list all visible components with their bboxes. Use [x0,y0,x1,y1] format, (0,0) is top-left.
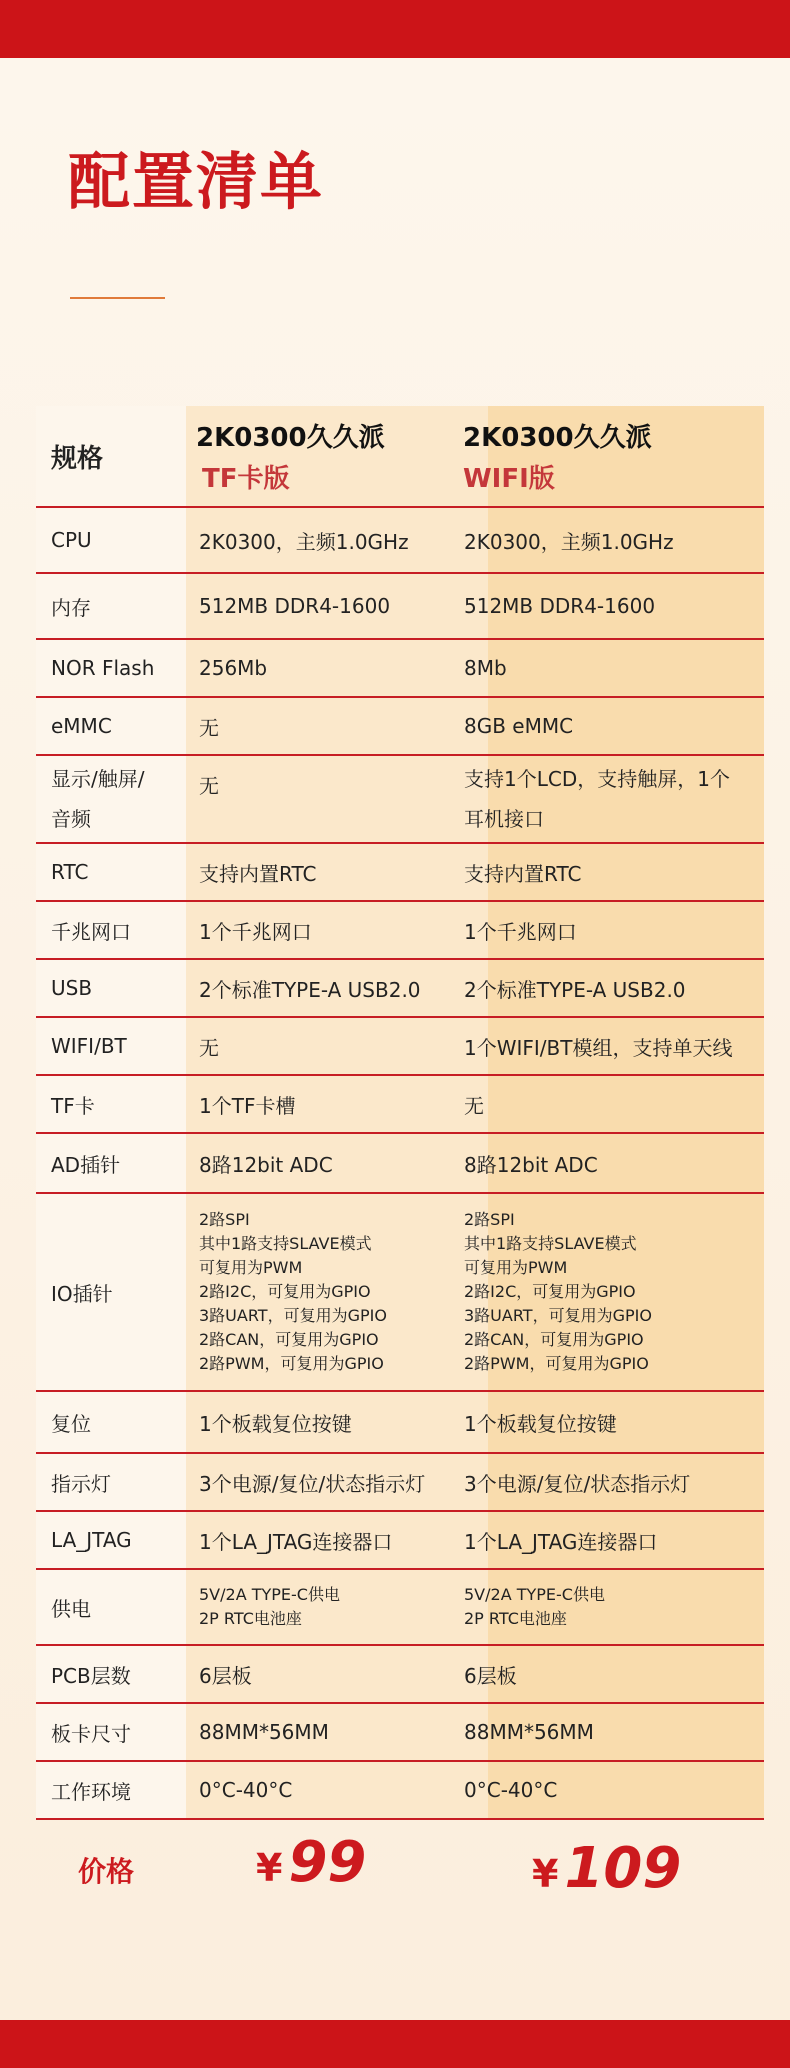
row-wifi-value [464,1646,762,1702]
row-label [51,902,186,958]
header-wifi-cell [463,406,761,506]
price-wifi-currency: ¥ [532,1852,559,1896]
price-tf [256,1830,366,1895]
row-wifi-value-text: 无 [464,1093,484,1118]
row-wifi-value-text: 2路SPI 其中1路支持SLAVE模式 可复用为PWM 2路I2C，可复用为GPIO 3路UART，可复用为GPIO 2路CAN，可复用为GPIO 2路PWM，可复用为GPIO [464,1210,652,1373]
row-tf-value [199,1570,484,1644]
row-tf-value [199,960,484,1016]
table-row [36,1392,764,1454]
header-tf-cell [196,406,481,506]
row-wifi-value-text: 6层板 [464,1663,517,1688]
table-header-row [36,406,764,508]
row-tf-value-text: 1个千兆网口 [199,919,312,944]
table-row [36,1194,764,1392]
row-tf-value-text: 5V/2A TYPE-C供电 2P RTC电池座 [199,1585,340,1628]
table-row [36,1134,764,1194]
row-label-text: TF卡 [51,1093,95,1118]
row-wifi-value [464,698,762,754]
row-tf-value [199,1762,484,1818]
spec-table [36,406,764,1820]
table-row [36,1512,764,1570]
table-row [36,574,764,640]
row-wifi-value [464,1512,762,1568]
price-label: 价格 [78,1855,135,1888]
row-tf-value-text: 1个板载复位按键 [199,1411,352,1436]
row-wifi-value [464,902,762,958]
row-wifi-value-text: 1个LA_JTAG连接器口 [464,1529,658,1554]
row-label [51,1392,186,1452]
row-tf-value [199,1512,484,1568]
row-wifi-value-text: 1个板载复位按键 [464,1411,617,1436]
row-wifi-value [464,1076,762,1132]
row-tf-value-text: 无 [199,774,219,798]
row-label [51,1194,186,1390]
row-wifi-value [464,1704,762,1760]
row-label-text: AD插针 [51,1152,121,1177]
row-label [51,844,186,900]
row-wifi-value [464,1134,762,1192]
table-row [36,1704,764,1762]
row-wifi-value-text: 88MM*56MM [464,1720,594,1744]
row-wifi-value-text: 1个WIFI/BT模组，支持单天线 [464,1035,733,1060]
row-tf-value [199,1454,484,1510]
row-label [51,508,186,572]
row-wifi-value-text: 支持1个LCD，支持触屏，1个 耳机接口 [464,767,730,831]
row-wifi-value [464,844,762,900]
row-tf-value-text: 2个标准TYPE-A USB2.0 [199,977,421,1002]
table-row [36,756,764,844]
page-title: 配置清单 [68,145,325,218]
header-wifi-sub: WIFI版 [463,464,555,494]
price-wifi [532,1836,681,1901]
row-tf-value-text: 256Mb [199,656,268,680]
top-band [0,0,790,58]
row-wifi-value [464,1570,762,1644]
row-tf-value-text: 1个LA_JTAG连接器口 [199,1529,393,1554]
table-row [36,844,764,902]
table-row [36,1646,764,1704]
row-label [51,1646,186,1702]
bottom-band [0,2020,790,2068]
table-row [36,1018,764,1076]
row-tf-value-text: 512MB DDR4-1600 [199,594,391,618]
table-row [36,1762,764,1820]
row-label-text: USB [51,976,93,1000]
row-tf-value [199,508,484,572]
row-tf-value [199,1704,484,1760]
row-label-text: RTC [51,860,89,884]
row-wifi-value [464,574,762,638]
row-label-text: LA_JTAG [51,1528,132,1552]
row-wifi-value-text: 3个电源/复位/状态指示灯 [464,1471,691,1496]
row-label-text: WIFI/BT [51,1034,127,1058]
price-wifi-amount: 109 [564,1836,682,1901]
row-label [51,1570,186,1644]
row-label [51,1704,186,1760]
row-tf-value [199,640,484,696]
row-label [51,756,186,842]
row-wifi-value-text: 1个千兆网口 [464,919,577,944]
row-tf-value [199,902,484,958]
row-wifi-value-text: 512MB DDR4-1600 [464,594,656,618]
row-tf-value [199,574,484,638]
row-wifi-value [464,1454,762,1510]
row-wifi-value [464,1392,762,1452]
row-tf-value-text: 6层板 [199,1663,252,1688]
row-tf-value [199,1018,484,1074]
header-label-cell [51,406,186,506]
row-wifi-value-text: 2个标准TYPE-A USB2.0 [464,977,686,1002]
row-label [51,1018,186,1074]
row-tf-value-text: 0°C-40°C [199,1778,293,1802]
row-wifi-value [464,1762,762,1818]
row-tf-value-text: 2K0300，主频1.0GHz [199,529,409,554]
row-tf-value-text: 无 [199,715,219,740]
row-tf-value [199,1646,484,1702]
row-label [51,1134,186,1192]
row-wifi-value [464,1018,762,1074]
row-tf-value-text: 8路12bit ADC [199,1152,333,1177]
table-row [36,1454,764,1512]
row-wifi-value [464,508,762,572]
row-tf-value [199,1134,484,1192]
header-wifi-name: 2K0300久久派 [463,423,652,453]
table-row [36,1570,764,1646]
header-tf-sub: TF卡版 [202,464,290,494]
table-row [36,960,764,1018]
price-tf-amount: 99 [288,1830,367,1895]
row-label [51,574,186,638]
row-label [51,698,186,754]
row-wifi-value-text: 支持内置RTC [464,861,582,886]
row-wifi-value [464,960,762,1016]
row-wifi-value-text: 0°C-40°C [464,1778,558,1802]
row-label-text: 工作环境 [51,1779,131,1804]
row-label-text: 供电 [51,1596,91,1621]
row-wifi-value-text: 8GB eMMC [464,714,574,738]
row-tf-value [199,698,484,754]
row-label-text: 千兆网口 [51,919,131,944]
row-label [51,960,186,1016]
title-underline [70,297,165,299]
table-row [36,508,764,574]
row-label-text: eMMC [51,714,112,738]
row-label-text: 复位 [51,1411,91,1436]
table-row [36,640,764,698]
row-label-text: 显示/触屏/ 音频 [51,767,145,831]
table-row [36,698,764,756]
row-tf-value-text: 无 [199,1035,219,1060]
row-label-text: NOR Flash [51,656,155,680]
row-wifi-value-text: 2K0300，主频1.0GHz [464,529,674,554]
row-wifi-value-text: 8Mb [464,656,507,680]
row-label-text: CPU [51,528,92,552]
row-wifi-value [464,756,762,842]
header-tf-name: 2K0300久久派 [196,423,385,453]
row-label [51,1454,186,1510]
row-tf-value [199,756,484,842]
row-label [51,1512,186,1568]
row-wifi-value-text: 5V/2A TYPE-C供电 2P RTC电池座 [464,1585,605,1628]
row-tf-value-text: 88MM*56MM [199,1720,329,1744]
row-wifi-value [464,640,762,696]
row-label [51,640,186,696]
row-wifi-value-text: 8路12bit ADC [464,1152,598,1177]
row-tf-value-text: 3个电源/复位/状态指示灯 [199,1471,426,1496]
table-row [36,1076,764,1134]
row-label-text: 指示灯 [51,1471,111,1496]
row-tf-value [199,844,484,900]
row-tf-value-text: 1个TF卡槽 [199,1093,296,1118]
header-spec-label: 规格 [51,443,104,474]
row-tf-value [199,1076,484,1132]
row-tf-value-text: 支持内置RTC [199,861,317,886]
row-wifi-value [464,1194,762,1390]
row-label-text: IO插针 [51,1281,113,1306]
row-tf-value [199,1194,484,1390]
row-label-text: PCB层数 [51,1663,131,1688]
row-tf-value-text: 2路SPI 其中1路支持SLAVE模式 可复用为PWM 2路I2C，可复用为GPIO 3路UART，可复用为GPIO 2路CAN，可复用为GPIO 2路PWM，可复用为GPIO [199,1210,387,1373]
row-label-text: 板卡尺寸 [51,1721,131,1746]
price-tf-currency: ¥ [256,1846,283,1890]
table-row [36,902,764,960]
row-label-text: 内存 [51,595,91,620]
row-label [51,1076,186,1132]
row-label [51,1762,186,1818]
row-tf-value [199,1392,484,1452]
